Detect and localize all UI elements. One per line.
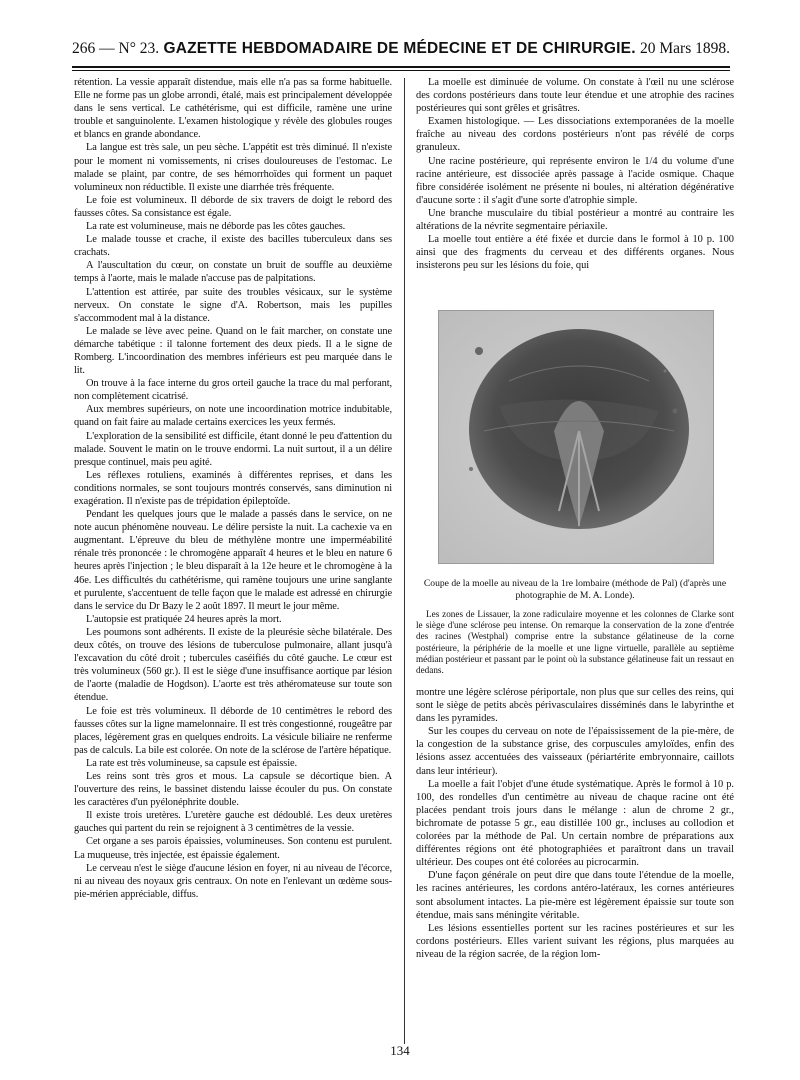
paragraph: Le foie est volumineux. Il déborde de six travers de doigt le rebord des fausses côtes. Sa consistance est égale.	[74, 194, 392, 219]
paragraph: L'attention est attirée, par suite des troubles vésicaux, sur le système nerveux. On constate le signe d'A. Robertson, mais les pupilles s'accommodent mal à la distance.	[74, 286, 392, 324]
paragraph: Les reins sont très gros et mous. La capsule se décortique bien. A l'ouverture des reins, le bassinet distendu laisse écouler du pus. On constate les caractères d'un pyélonéphrite double.	[74, 770, 392, 809]
journal-title: GAZETTE HEBDOMADAIRE DE MÉDECINE ET DE CHIRURGIE.	[163, 40, 636, 57]
paragraph: La moelle est diminuée de volume. On constate à l'œil nu une sclérose des cordons postérieurs dans toute leur étendue et une atrophie des racines postérieures qui sont grêles et grisâtres.	[416, 77, 734, 115]
paragraph: Les lésions essentielles portent sur les racines postérieures et sur les cordons postérieurs. Elles varient suivant les régions, plus marquées au niveau de la région sacrée, de la région lom-	[416, 922, 734, 960]
paragraph: La rate est volumineuse, mais ne déborde pas les côtes gauches.	[86, 221, 346, 233]
paragraph: Cet organe a ses parois épaissies, volumineuses. Son contenu est purulent. La muqueuse, très injectée, est épaissie également.	[74, 836, 392, 861]
paragraph: A l'auscultation du cœur, on constate un bruit de souffle au deuxième temps à l'aorte, mais le malade n'accuse pas de palpitations.	[74, 260, 392, 285]
paragraph: La rate est très volumineuse, sa capsule est épaissie.	[86, 757, 297, 769]
paragraph: Les réflexes rotuliens, examinés à différentes reprises, et dans les conditions normales, se sont toujours montrés conservés, sans diminution ni exagération. Il n'existe pas de trépidation épileptoïde.	[74, 469, 392, 507]
paragraph: D'une façon générale on peut dire que dans toute l'étendue de la moelle, les racines antérieures, les cordons antéro-latéraux, les cornes antérieures sont absolument intactes. La pie-mère est légèrement épaissie sur toute son étendue, mais sans méningite véritable.	[416, 870, 734, 921]
running-header	[72, 40, 730, 66]
figure-caption-title: Coupe de la moelle au niveau de la 1re lombaire (méthode de Pal) (d'après une photographie de M. A. Londe).	[423, 578, 727, 601]
paragraph: L'autopsie est pratiquée 24 heures après la mort.	[86, 613, 282, 625]
left-column	[74, 76, 392, 901]
paragraph: L'exploration de la sensibilité est difficile, étant donné le peu d'attention du malade. Souvent le matin on le trouve endormi. La nuit surtout, il a un délire presque continuel, mais peu agité.	[74, 430, 392, 468]
paragraph: Sur les coupes du cerveau on note de l'épaississement de la pie-mère, de la congestion de la substance grise, des corpuscules amyloïdes, enfin des lésions assez accentuées des vaisseaux (périartérite embryonnaire, caillots dans leur intérieur).	[416, 726, 734, 777]
paragraph: rétention. La vessie apparaît distendue, mais elle n'a pas sa forme habituelle. Elle ne forme pas un globe arrondi, étalé, mais est principalement développée dans le sens vertical. Le cathétérisme, qui est difficile, ramène une urine trouble et sanguinolente. L'examen histologique y révèle des globules rouges et blancs en grande abondance.	[74, 77, 392, 141]
issue-date: 20 Mars 1898.	[640, 40, 730, 57]
paragraph: Une racine postérieure, qui représente environ le 1/4 du volume d'une racine antérieure, est dissociée après passage à l'acide osmique. Chaque fibre considérée isolément ne présente ni boules, ni altération dégénérative d'aucune sorte : il s'agit d'une sorte d'atrophie simple.	[416, 155, 734, 206]
header-rule	[72, 66, 730, 68]
spinal-cord-illustration	[439, 311, 713, 563]
paragraph: Examen histologique. — Les dissociations extemporanées de la moelle fraîche au niveau des cordons postérieurs n'ont pas révélé de corps granuleux.	[416, 116, 734, 154]
paragraph: Pendant les quelques jours que le malade a passés dans le service, on ne note aucun phénomène nouveau. Le délire persiste la nuit. La cachexie va en augmentant. L'épreuve du bleu de méthylène montre une imperméabilité rénale très prononcée : le chromogène apparaît 4 heures et le bleu en nature 6 heures après l'injection ; le bleu disparaît à la 12e heure et le chromogène à la 46e. Les difficultés du cathétérisme, qui ramène toujours une urine sanglante et purulente, s'accentuent de telle façon que le malade est adressé en chirurgie dans le service du Dr Bazy le 2 août 1897. Il meurt le jour même.	[74, 509, 392, 612]
paragraph: Il existe trois uretères. L'uretère gauche est dédoublé. Les deux uretères gauches qui partent du rein se rejoignent à 3 centimètres de la vessie.	[74, 810, 392, 835]
right-column-top	[416, 76, 734, 272]
paragraph: La langue est très sale, un peu sèche. L'appétit est très diminué. Il n'existe pour le moment ni vomissements, ni crises douloureuses de l'estomac. Le malade se plaint, par contre, de ses hémorrhoïdes qui forment un paquet volumineux non réductible. Il existe une diarrhée très fréquente.	[74, 142, 392, 193]
paragraph: montre une légère sclérose périportale, non plus que sur celles des reins, qui sont le siège de petits abcès périvasculaires disséminés dans le labyrinthe et dans les pyramides.	[416, 687, 734, 725]
header-rule-thin	[72, 70, 730, 71]
figure-caption-legend	[416, 609, 734, 676]
paragraph: Les poumons sont adhérents. Il existe de la pleurésie sèche bilatérale. Des deux côtés, on trouve des lésions de tuberculose pulmonaire, allant jusqu'à l'excavation du côté droit ; tubercules caséifiés du côté gauche. Le cœur est très volumineux (560 gr.). Il est le siège d'une insuffisance aortique par lésion de l'aorte (maladie de Hogdson). L'aorte est très athéromateuse sur toute son étendue.	[74, 626, 392, 704]
paragraph: Le malade tousse et crache, il existe des bacilles tuberculeux dans ses crachats.	[74, 234, 392, 259]
paragraph: Le cerveau n'est le siège d'aucune lésion en foyer, ni au niveau de l'écorce, ni au niveau des noyaux gris centraux. On note en l'enlevant un œdème sous-pie-mérien appréciable, diffus.	[74, 862, 392, 900]
page-number: 134	[390, 1043, 410, 1058]
figure-legend-text: Les zones de Lissauer, la zone radiculaire moyenne et les colonnes de Clarke sont le siège d'une sclérose peu intense. On remarque la conservation de la zone d'entrée des racines (Westphal) comprise entre la substance gélatineuse de la corne postérieure, la périphérie de la moelle et une ligne virtuelle, parallèle au septième médian postérieur et passant par le point où la substance gélatineuse fait un ressaut en dedans.	[416, 609, 734, 676]
spinal-cord-section-photograph	[438, 310, 714, 564]
column-divider	[404, 78, 405, 1044]
paragraph: Le malade se lève avec peine. Quand on le fait marcher, on constate une démarche tabétique : il talonne fortement des deux pieds. Il a le signe de Romberg. L'incoordination des membres inférieurs est peu marquée dans le lit.	[74, 325, 392, 377]
page-label: 266 — N° 23.	[72, 40, 160, 57]
right-column-bottom	[416, 686, 734, 961]
paragraph: Le foie est très volumineux. Il déborde de 10 centimètres le rebord des fausses côtes sur la ligne mamelonnaire. Il est très congestionné, rougeâtre par places, légèrement gras en quelques endroits. La vésicule biliaire ne renferme pas de calculs. La bile est colorée. On note de la sclérose de l'artère hépatique.	[74, 705, 392, 756]
paragraph: La moelle a fait l'objet d'une étude systématique. Après le formol à 10 p. 100, des rondelles d'un centimètre au niveau de chaque racine ont été placées pendant trois jours dans le mélange : alun de chrome 2 gr., bichromate de potasse 5 gr., eau distillée 100 gr., incluses au collodion et colorées par la méthode de Pal. Un certain nombre de préparations aux différentes régions ont été photographiées et paraîtront dans un travail ultérieur. Des coupes ont été colorées au picrocarmin.	[416, 778, 734, 869]
paragraph: Aux membres supérieurs, on note une incoordination motrice indubitable, quand on fait faire au malade certains exercices les yeux fermés.	[74, 404, 392, 429]
paragraph: Une branche musculaire du tibial postérieur a montré au contraire les altérations de la névrite segmentaire périaxile.	[416, 207, 734, 233]
paragraph: On trouve à la face interne du gros orteil gauche la trace du mal perforant, non complètement cicatrisé.	[74, 378, 392, 403]
paragraph: La moelle tout entière a été fixée et durcie dans le formol à 10 p. 100 ainsi que des fragments du cerveau et des différents organes. Nous insisterons peu sur les lésions du foie, qui	[416, 234, 734, 272]
